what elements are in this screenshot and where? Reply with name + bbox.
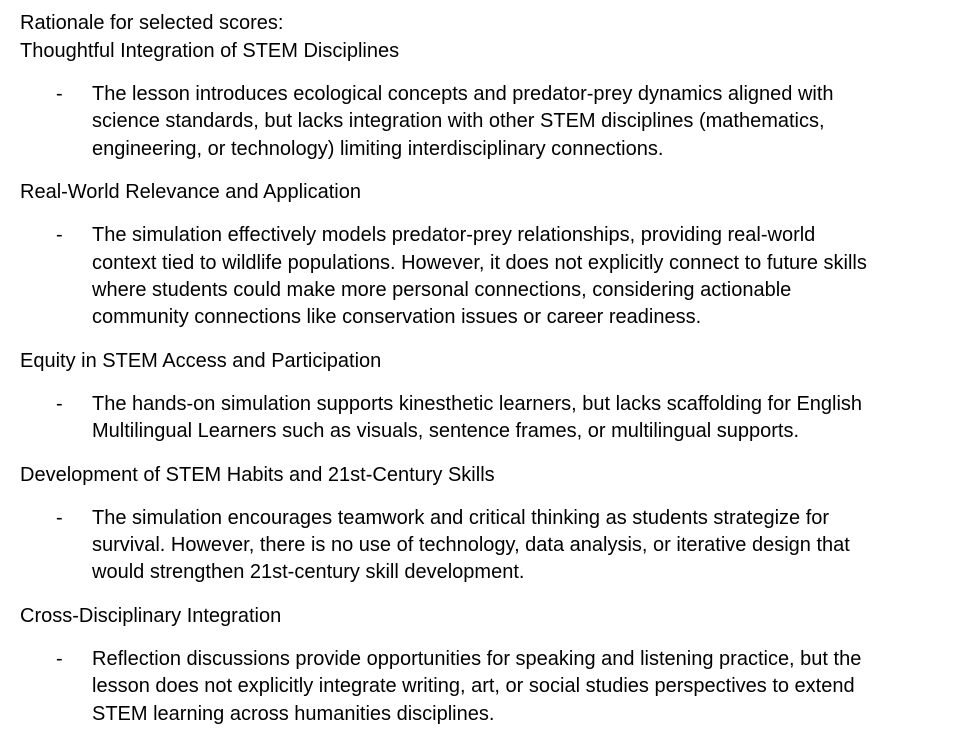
intro-label: Rationale for selected scores: [20,12,284,34]
bullet-line: Multilingual Learners such as visuals, sentence frames, or multilingual supports. [92,420,800,443]
bullet-item [20,505,960,587]
bullet-line: survival. However, there is no use of technology, data analysis, or iterative design that [92,534,850,557]
bullet-text [92,646,948,728]
section-stem-integration [20,37,960,163]
bullet-text [92,222,948,332]
bullet-marker: - [56,83,63,105]
section-cross-disciplinary [20,602,960,728]
bullet-text [92,81,948,163]
bullet-text [92,391,948,446]
bullet-item [20,646,960,728]
bullet-line: context tied to wildlife populations. However, it does not explicitly connect to future skills [92,251,867,274]
bullet-line: The hands-on simulation supports kinesthetic learners, but lacks scaffolding for English [92,392,863,415]
bullet-text [92,505,948,587]
bullet-line: lesson does not explicitly integrate writing, art, or social studies perspectives to extend [92,675,855,698]
section-heading: Development of STEM Habits and 21st-Century Skills [20,463,495,486]
section-stem-habits [20,461,960,587]
bullet-line: STEM learning across humanities disciplines. [92,702,495,725]
section-heading: Thoughtful Integration of STEM Disciplines [20,40,400,62]
bullet-line: engineering, or technology) limiting interdisciplinary connections. [92,137,664,160]
bullet-item [20,81,960,163]
section-heading: Real-World Relevance and Application [20,181,361,204]
bullet-line: where students could make more personal connections, considering actionable [92,279,792,302]
section-real-world-relevance [20,178,960,332]
bullet-line: Reflection discussions provide opportunities for speaking and listening practice, but the [92,647,862,670]
bullet-line: The lesson introduces ecological concepts and predator-prey dynamics aligned with [92,83,834,105]
bullet-line: The simulation encourages teamwork and critical thinking as students strategize for [92,506,830,529]
bullet-item [20,391,960,446]
bullet-line: would strengthen 21st-century skill development. [92,561,525,584]
bullet-marker: - [56,647,63,670]
section-heading: Equity in STEM Access and Participation [20,349,382,372]
bullet-marker: - [56,506,63,529]
bullet-marker: - [56,392,63,415]
section-equity [20,347,960,446]
bullet-line: community connections like conservation issues or career readiness. [92,306,702,329]
section-heading: Cross-Disciplinary Integration [20,604,282,627]
bullet-line: The simulation effectively models predator-prey relationships, providing real-world [92,224,816,247]
bullet-line: science standards, but lacks integration with other STEM disciplines (mathematics, [92,110,825,133]
bullet-marker: - [56,224,63,247]
bullet-item [20,222,960,332]
